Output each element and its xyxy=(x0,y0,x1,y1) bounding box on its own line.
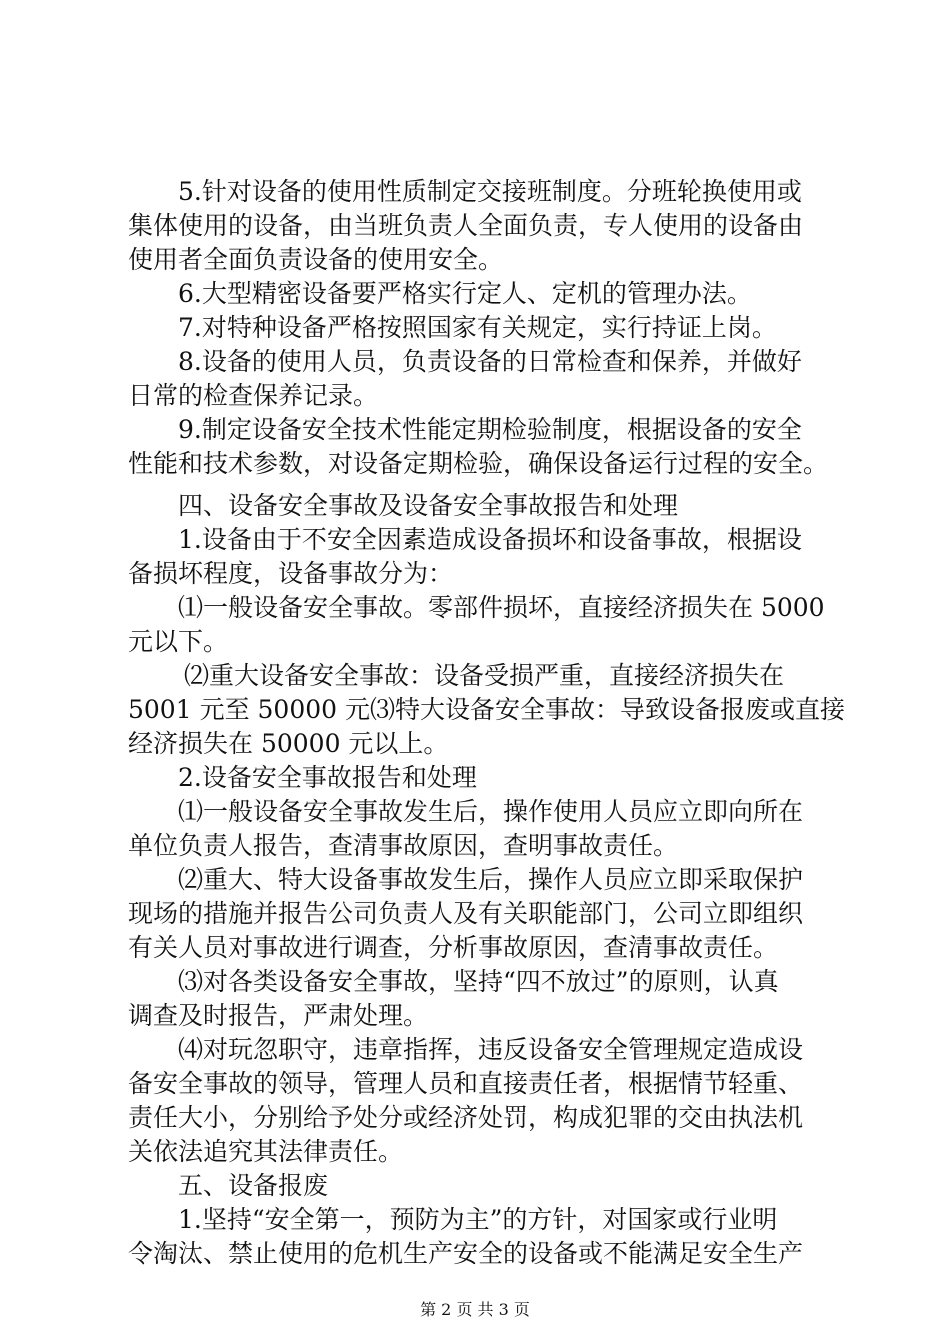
paragraph-line: 8.设备的使用人员，负责设备的日常检查和保养，并做好 xyxy=(178,347,802,376)
paragraph-line: 集体使用的设备，由当班负责人全面负责，专人使用的设备由 xyxy=(128,211,804,240)
paragraph-line: ⑴一般设备安全事故。零部件损坏，直接经济损失在 5000 xyxy=(178,593,825,622)
paragraph-line: ⑷对玩忽职守，违章指挥，违反设备安全管理规定造成设 xyxy=(178,1035,804,1064)
paragraph-line: 元以下。 xyxy=(128,627,229,656)
paragraph-line: 备安全事故的领导，管理人员和直接责任者，根据情节轻重、 xyxy=(128,1069,804,1098)
paragraph-line: 性能和技术参数，对设备定期检验，确保设备运行过程的安全。 xyxy=(128,449,829,478)
paragraph-line: 9.制定设备安全技术性能定期检验制度，根据设备的安全 xyxy=(178,415,802,444)
page-footer: 第 2 页 共 3 页 xyxy=(420,1300,530,1319)
paragraph-line: 令淘汰、禁止使用的危机生产安全的设备或不能满足安全生产 xyxy=(128,1239,804,1268)
section-heading: 四、设备安全事故及设备安全事故报告和处理 xyxy=(178,491,679,520)
paragraph-line: 备损坏程度，设备事故分为： xyxy=(128,559,454,588)
paragraph-line: ⑵重大、特大设备事故发生后，操作人员应立即采取保护 xyxy=(178,865,804,894)
section-heading: 五、设备报废 xyxy=(178,1171,329,1200)
paragraph-line: 7.对特种设备严格按照国家有关规定，实行持证上岗。 xyxy=(178,313,777,342)
paragraph-line: 6.大型精密设备要严格实行定人、定机的管理办法。 xyxy=(178,279,752,308)
paragraph-line: ⑴一般设备安全事故发生后，操作使用人员应立即向所在 xyxy=(178,797,804,826)
paragraph-line: 单位负责人报告，查清事故原因，查明事故责任。 xyxy=(128,831,679,860)
paragraph-line: 责任大小，分别给予处分或经济处罚，构成犯罪的交由执法机 xyxy=(128,1103,804,1132)
paragraph-line: 有关人员对事故进行调查，分析事故原因，查清事故责任。 xyxy=(128,933,779,962)
paragraph-line: 日常的检查保养记录。 xyxy=(128,381,379,410)
paragraph-line: 5001 元至 50000 元⑶特大设备安全事故：导致设备报废或直接 xyxy=(128,695,845,724)
paragraph-line: 使用者全面负责设备的使用安全。 xyxy=(128,245,504,274)
paragraph-line: ⑵重大设备安全事故：设备受损严重，直接经济损失在 xyxy=(184,661,785,690)
paragraph-line: 2.设备安全事故报告和处理 xyxy=(178,763,477,792)
paragraph-line: 调查及时报告，严肃处理。 xyxy=(128,1001,429,1030)
paragraph-line: 关依法追究其法律责任。 xyxy=(128,1137,404,1166)
paragraph-line: 现场的措施并报告公司负责人及有关职能部门，公司立即组织 xyxy=(128,899,804,928)
paragraph-line: 1.坚持“安全第一，预防为主”的方针，对国家或行业明 xyxy=(178,1205,778,1234)
paragraph-line: 5.针对设备的使用性质制定交接班制度。分班轮换使用或 xyxy=(178,177,802,206)
paragraph-line: ⑶对各类设备安全事故，坚持“四不放过”的原则，认真 xyxy=(178,967,779,996)
paragraph-line: 经济损失在 50000 元以上。 xyxy=(128,729,449,758)
paragraph-line: 1.设备由于不安全因素造成设备损坏和设备事故，根据设 xyxy=(178,525,802,554)
